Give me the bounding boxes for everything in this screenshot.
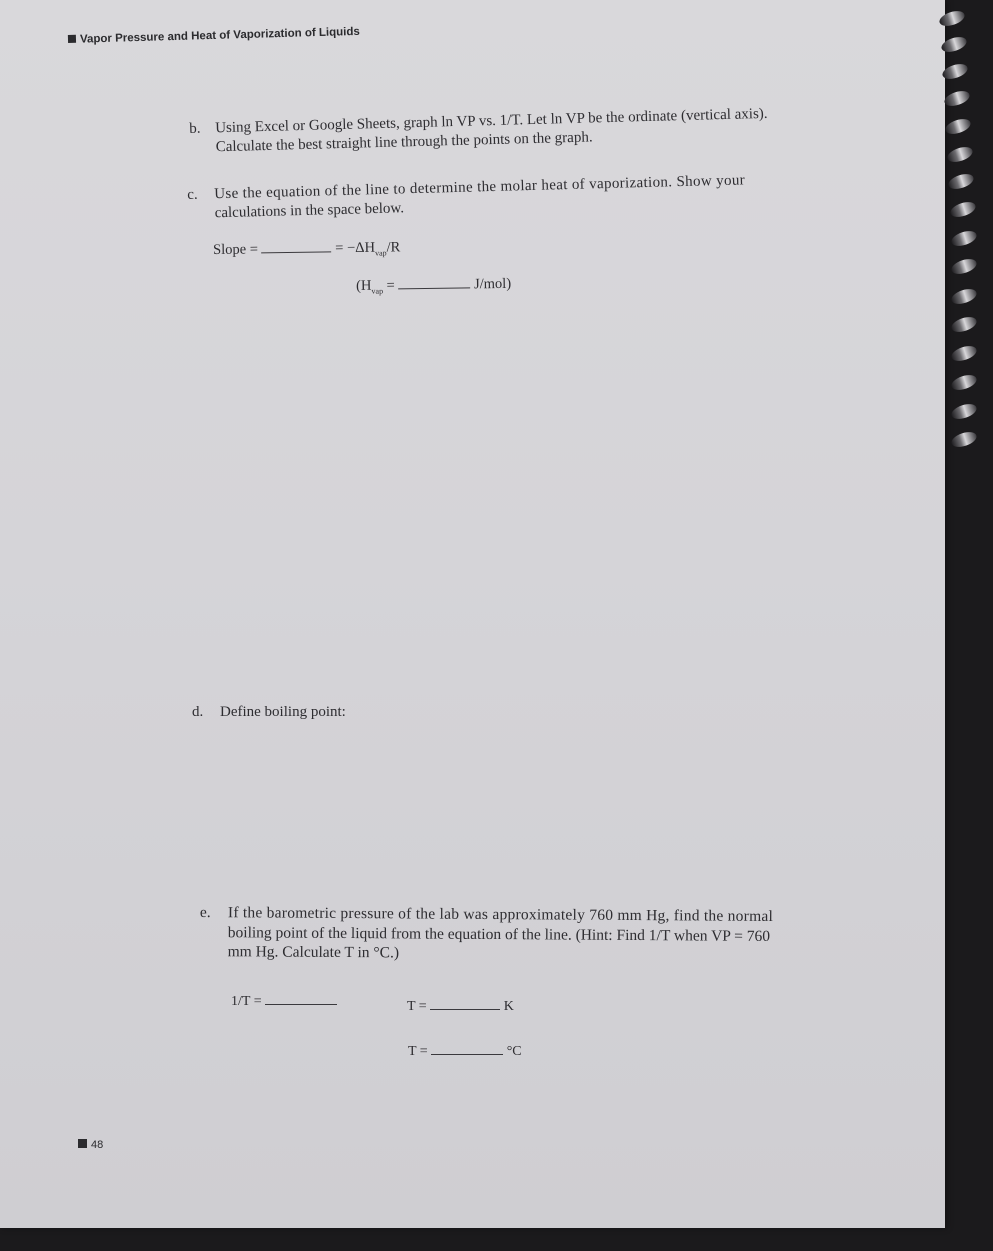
binding-ring	[950, 372, 979, 392]
t-kelvin-field	[407, 997, 514, 1016]
inv-t-field	[231, 992, 337, 1011]
hvap-equation	[356, 275, 511, 301]
binding-ring	[947, 171, 976, 191]
t-celsius-blank[interactable]	[431, 1053, 503, 1055]
t-kelvin-blank[interactable]	[430, 1008, 500, 1010]
binding-ring	[950, 228, 979, 248]
item-b-line2: Calculate the best straight line through the points on the graph.	[215, 129, 593, 156]
inv-t-blank[interactable]	[265, 1003, 337, 1005]
hvap-unit: J/mol)	[473, 275, 512, 293]
t-celsius-field	[408, 1042, 522, 1061]
item-d	[192, 703, 346, 722]
binding-ring	[939, 34, 968, 54]
item-b-letter: b.	[189, 120, 201, 137]
binding-ring	[942, 88, 971, 108]
item-e-letter: e.	[199, 904, 211, 922]
binding-ring	[950, 429, 979, 449]
page-number-square-icon	[78, 1139, 87, 1148]
page-number-text: 48	[91, 1139, 104, 1151]
item-d-letter: d.	[192, 704, 204, 720]
item-b-line1: Using Excel or Google Sheets, graph ln VP vs. 1/T. Let ln VP be the ordinate (vertical axis).	[215, 105, 768, 137]
binding-ring	[950, 343, 979, 363]
slope-rhs-suffix: /R	[386, 239, 401, 256]
item-e	[200, 903, 774, 966]
binding-ring	[948, 199, 977, 219]
binding-ring	[950, 286, 979, 306]
slope-equation	[213, 238, 400, 265]
header-square-icon	[68, 35, 76, 43]
binding-ring	[941, 61, 970, 81]
slope-rhs-prefix: = −ΔH	[335, 239, 376, 257]
item-e-line1: If the barometric pressure of the lab was approximately 760 mm Hg, find the normal	[227, 904, 774, 926]
page-number	[78, 1139, 103, 1151]
item-d-text: Define boiling point:	[220, 704, 346, 720]
item-c-line2: calculations in the space below.	[214, 200, 405, 222]
t-celsius-label: T =	[408, 1044, 428, 1059]
hvap-blank[interactable]	[398, 286, 470, 289]
hvap-eq: =	[386, 277, 395, 294]
t-kelvin-label: T =	[407, 999, 427, 1014]
binding-ring	[950, 314, 979, 334]
spiral-binding	[935, 0, 993, 1251]
binding-ring	[945, 144, 974, 164]
slope-rhs-sub: vap	[374, 248, 387, 258]
item-c	[187, 171, 746, 224]
hvap-sub: vap	[371, 286, 384, 296]
hvap-prefix: (H	[356, 277, 372, 294]
item-e-line3: mm Hg. Calculate T in °C.)	[227, 943, 400, 962]
item-c-letter: c.	[187, 186, 198, 203]
slope-blank[interactable]	[262, 250, 332, 253]
item-e-line2: boiling point of the liquid from the equation of the line. (Hint: Find 1/T when VP = 760	[227, 923, 771, 945]
page-header	[68, 26, 360, 46]
item-b	[189, 105, 768, 158]
header-title: Vapor Pressure and Heat of Vaporization of Liquids	[79, 25, 360, 46]
slope-label: Slope =	[213, 241, 259, 258]
binding-ring	[944, 116, 973, 136]
binding-ring	[938, 8, 967, 28]
t-celsius-unit: °C	[506, 1044, 522, 1059]
inv-t-label: 1/T =	[231, 994, 262, 1009]
binding-ring	[950, 256, 979, 276]
binding-ring	[950, 401, 979, 421]
t-kelvin-unit: K	[503, 999, 514, 1014]
item-c-line1: Use the equation of the line to determine the molar heat of vaporization. Show your	[214, 172, 746, 203]
